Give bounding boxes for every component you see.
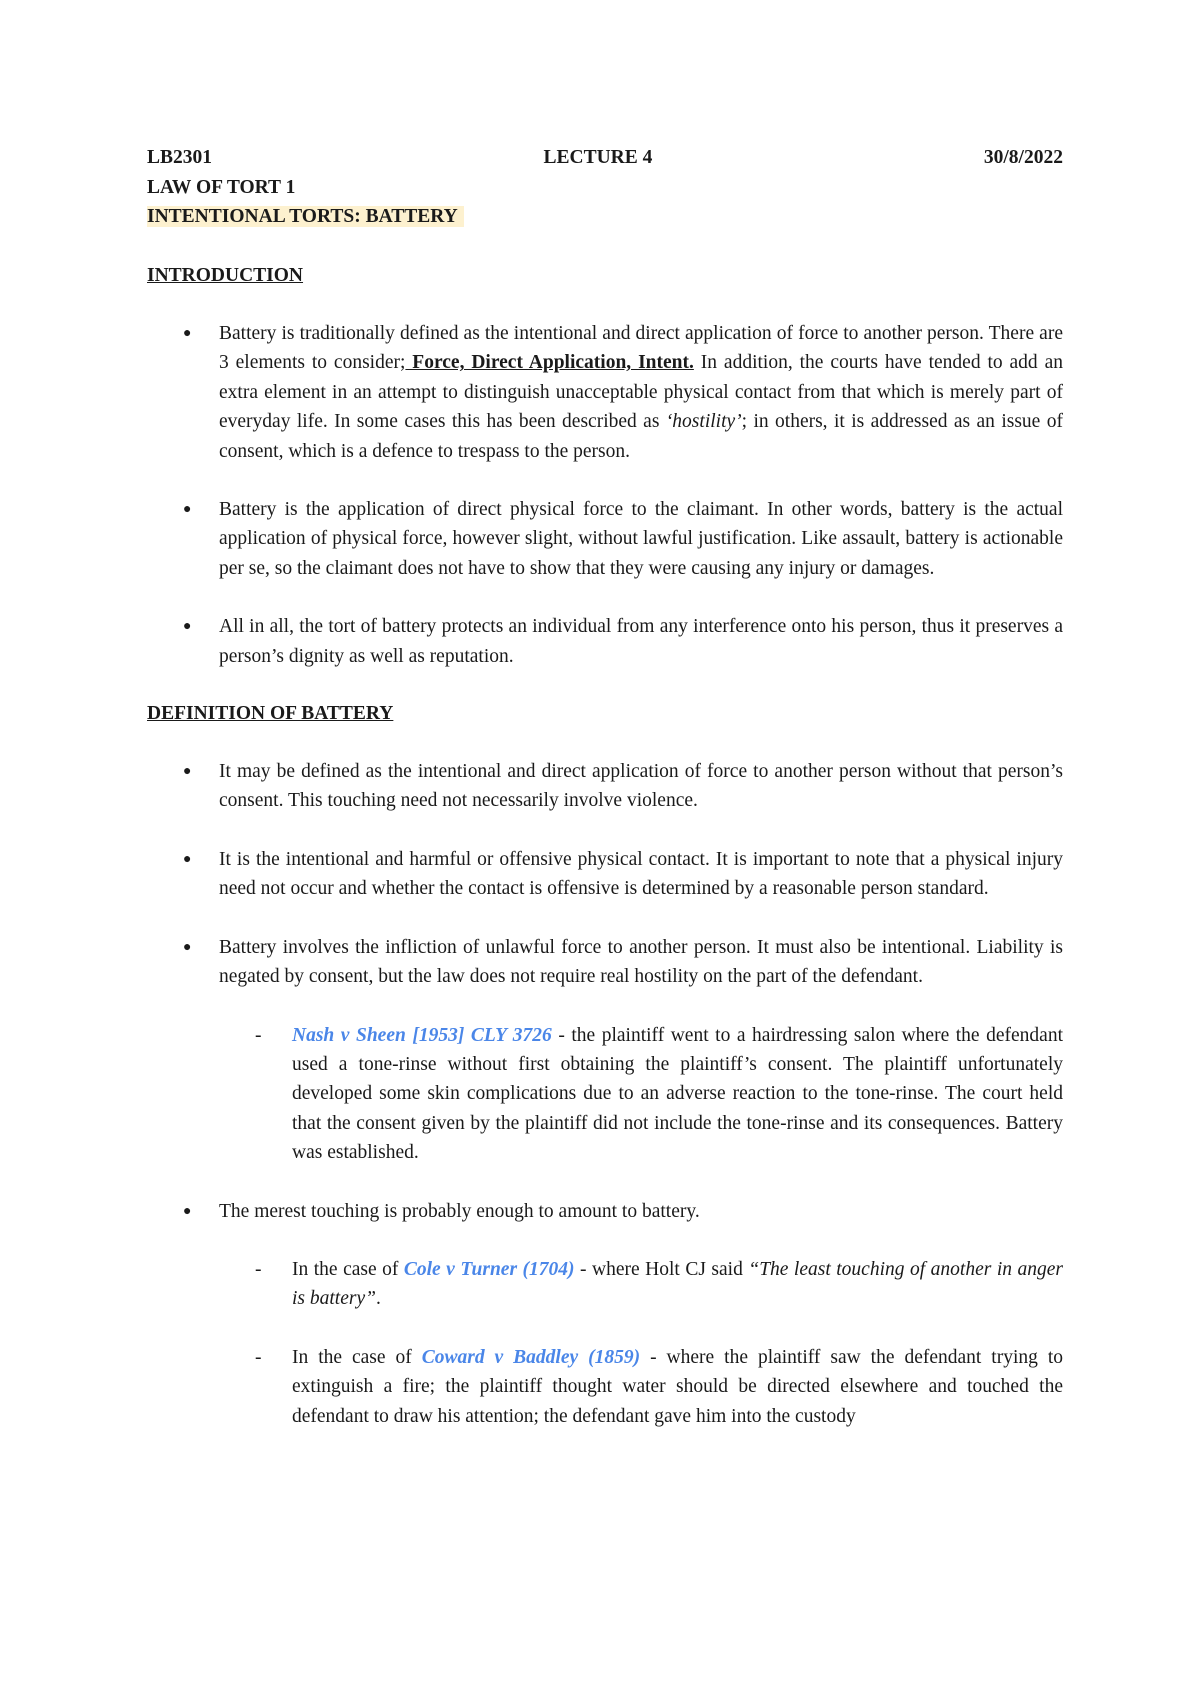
- bullet-icon: ●: [183, 502, 192, 518]
- bullet-icon: ●: [183, 764, 192, 780]
- list-item: [147, 1197, 1063, 1226]
- course-code: LB2301: [147, 147, 213, 168]
- topic-title-row: [147, 202, 1063, 231]
- case-text: In the case of: [292, 1258, 404, 1280]
- list-item: [147, 612, 1063, 671]
- case-citation: Cole v Turner (1704): [403, 1258, 575, 1280]
- topic-title: INTENTIONAL TORTS: BATTERY: [147, 206, 464, 227]
- bullet-icon: ●: [183, 326, 192, 341]
- case-text: In the case of: [292, 1346, 422, 1368]
- case-item: [147, 1021, 1063, 1168]
- bullet-icon: ●: [183, 939, 192, 955]
- bullet-icon: ●: [183, 619, 192, 635]
- case-text: - where the plaintiff saw the defendant trying to extinguish a fire; the plaintiff thought water should be directed elsewhere and touched the defendant to draw his attention; the defendant gave him into the custody: [292, 1346, 1064, 1427]
- document-page: [147, 143, 1063, 1431]
- paragraph-text: It is the intentional and harmful or offensive physical contact. It is important to note that a physical injury need not occur and whether the contact is offensive is determined by a reasonable person standard.: [219, 848, 1063, 900]
- case-text: - where Holt CJ said: [574, 1258, 749, 1280]
- dash-icon: -: [255, 1258, 262, 1280]
- elements-text: Force, Direct Application, Intent.: [405, 352, 694, 374]
- bullet-icon: ●: [183, 1203, 192, 1219]
- subject-title: LAW OF TORT 1: [147, 177, 296, 198]
- dash-icon: -: [255, 1024, 262, 1046]
- hostility-term: ‘hostility’: [665, 411, 742, 433]
- case-item: [147, 1343, 1063, 1431]
- list-item: [147, 757, 1063, 816]
- paragraph-text: The merest touching is probably enough to amount to battery.: [219, 1200, 700, 1222]
- list-item: [147, 845, 1063, 904]
- definition-heading: DEFINITION OF BATTERY: [147, 703, 394, 725]
- dash-icon: -: [255, 1346, 262, 1368]
- paragraph-text: It may be defined as the intentional and direct application of force to another person without that person’s consent. This touching need not necessarily involve violence.: [219, 761, 1063, 812]
- case-text: - the plaintiff went to a hairdressing salon where the defendant used a tone-rinse without first obtaining the plaintiff’s consent. The plaintiff unfortunately developed some skin complications due to an adverse reaction to the tone-rinse. The court held that the consent given by the plaintiff did not include the tone-rinse and its consequences. Battery was established.: [292, 1024, 1064, 1164]
- lecture-number: LECTURE 4: [543, 147, 653, 168]
- list-item: [147, 933, 1063, 992]
- case-item: [147, 1255, 1063, 1314]
- bullet-icon: ●: [183, 851, 192, 867]
- lecture-date: 30/8/2022: [983, 147, 1063, 168]
- case-quote: “The least touching of another in anger is battery”: [292, 1258, 1063, 1310]
- paragraph-text: Battery is the application of direct physical force to the claimant. In other words, battery is the actual application of physical force, however slight, without lawful justification. Like assault, battery is actionable per se, so the claimant does not have to show that they were causing any injury or damages.: [219, 499, 1063, 579]
- list-item: [147, 319, 1063, 466]
- paragraph-text: In addition, the courts have tended to add an extra element in an attempt to distinguish unacceptable physical contact from that which is merely part of everyday life. In some cases this has been described as: [219, 352, 1063, 433]
- paragraph-text: ; in others, it is addressed as an issue of consent, which is a defence to trespass to the person.: [219, 411, 1063, 462]
- list-item: [147, 495, 1063, 583]
- header-row: [147, 143, 1063, 173]
- case-citation: Coward v Baddley (1859): [421, 1346, 641, 1368]
- case-citation: Nash v Sheen [1953] CLY 3726: [292, 1024, 552, 1046]
- introduction-heading: INTRODUCTION: [147, 265, 304, 286]
- case-text: .: [375, 1288, 381, 1310]
- paragraph-text: Battery is traditionally defined as the intentional and direct application of force to another person. There are 3 elements to consider;: [219, 323, 1063, 374]
- paragraph-text: Battery involves the infliction of unlawful force to another person. It must also be intentional. Liability is negated by consent, but the law does not require real hostility on the part of the defendant.: [219, 936, 1063, 988]
- paragraph-text: All in all, the tort of battery protects an individual from any interference onto his person, thus it preserves a person’s dignity as well as reputation.: [219, 616, 1063, 667]
